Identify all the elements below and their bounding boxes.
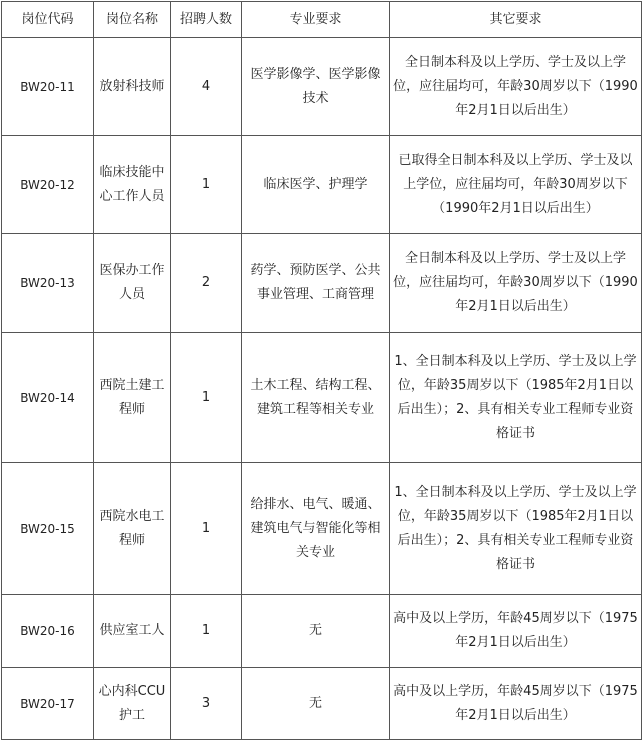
major-requirement: 临床医学、护理学 [242,136,390,234]
table-row [2,136,642,234]
position-code: BW20-16 [2,595,94,668]
position-name: 临床技能中心工作人员 [94,136,171,234]
table-row [2,463,642,595]
header-major: 专业要求 [242,2,390,38]
other-requirement: 全日制本科及以上学历、学士及以上学位，应往届均可，年龄30周岁以下（1990年2月1日以后出生） [390,38,642,136]
recruitment-table [1,1,642,740]
header-count: 招聘人数 [171,2,242,38]
hire-count: 1 [171,333,242,463]
position-name: 放射科技师 [94,38,171,136]
other-requirement: 高中及以上学历，年龄45周岁以下（1975年2月1日以后出生） [390,595,642,668]
position-name: 供应室工人 [94,595,171,668]
major-requirement: 给排水、电气、暖通、建筑电气与智能化等相关专业 [242,463,390,595]
major-requirement: 无 [242,668,390,740]
position-code: BW20-11 [2,38,94,136]
position-code: BW20-14 [2,333,94,463]
other-requirement: 已取得全日制本科及以上学历、学士及以上学位，应往届均可，年龄30周岁以下（1990年2月1日以后出生） [390,136,642,234]
position-code: BW20-17 [2,668,94,740]
header-other: 其它要求 [390,2,642,38]
table-row [2,234,642,333]
position-name: 心内科CCU护工 [94,668,171,740]
header-row [2,2,642,38]
position-code: BW20-12 [2,136,94,234]
table-row [2,333,642,463]
position-name: 西院水电工程师 [94,463,171,595]
major-requirement: 土木工程、结构工程、建筑工程等相关专业 [242,333,390,463]
other-requirement: 1、全日制本科及以上学历、学士及以上学位，年龄35周岁以下（1985年2月1日以后出生）；2、具有相关专业工程师专业资格证书 [390,333,642,463]
other-requirement: 全日制本科及以上学历、学士及以上学位，应往届均可，年龄30周岁以下（1990年2月1日以后出生） [390,234,642,333]
table-row [2,668,642,740]
position-code: BW20-15 [2,463,94,595]
hire-count: 3 [171,668,242,740]
table-row [2,38,642,136]
position-name: 西院土建工程师 [94,333,171,463]
other-requirement: 1、全日制本科及以上学历、学士及以上学位，年龄35周岁以下（1985年2月1日以后出生）；2、具有相关专业工程师专业资格证书 [390,463,642,595]
major-requirement: 无 [242,595,390,668]
position-name: 医保办工作人员 [94,234,171,333]
header-name: 岗位名称 [94,2,171,38]
header-code: 岗位代码 [2,2,94,38]
hire-count: 1 [171,136,242,234]
position-code: BW20-13 [2,234,94,333]
major-requirement: 药学、预防医学、公共事业管理、工商管理 [242,234,390,333]
hire-count: 1 [171,463,242,595]
hire-count: 4 [171,38,242,136]
major-requirement: 医学影像学、医学影像技术 [242,38,390,136]
hire-count: 2 [171,234,242,333]
other-requirement: 高中及以上学历，年龄45周岁以下（1975年2月1日以后出生） [390,668,642,740]
table-row [2,595,642,668]
hire-count: 1 [171,595,242,668]
